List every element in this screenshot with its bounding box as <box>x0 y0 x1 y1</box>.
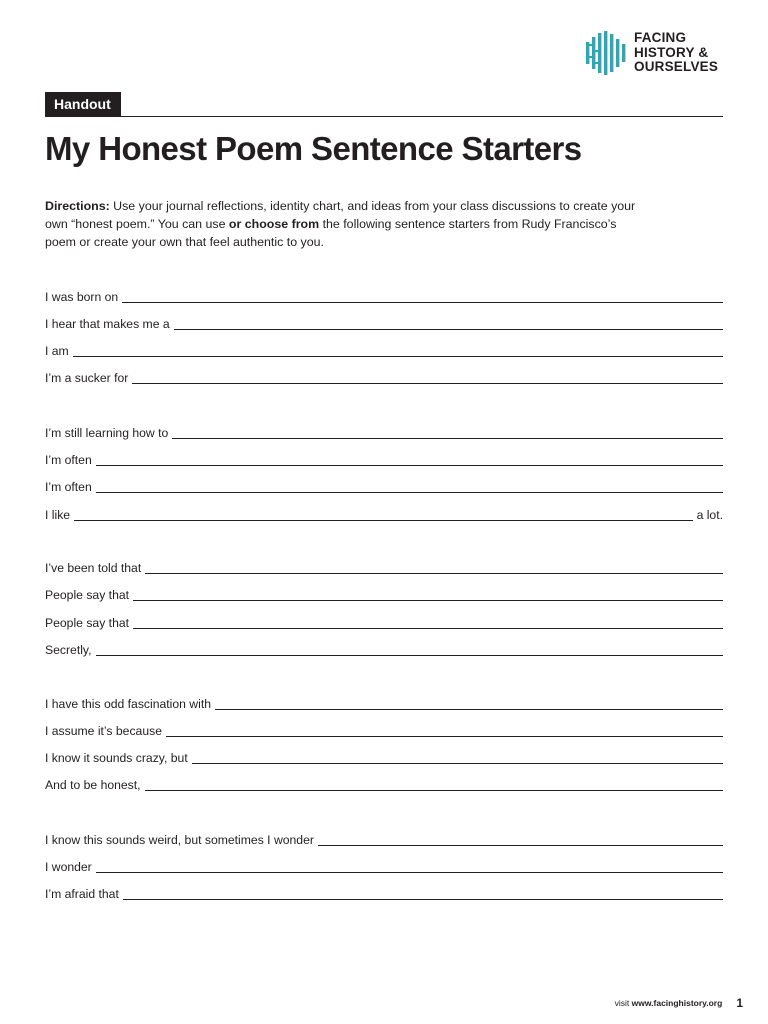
write-in-line[interactable] <box>123 899 723 900</box>
sentence-starter-row <box>45 859 723 875</box>
sentence-starter-row <box>45 723 723 739</box>
sentence-starter-row <box>45 370 723 386</box>
write-in-line[interactable] <box>166 736 723 737</box>
write-in-line[interactable] <box>132 383 723 384</box>
logo-mark-icon <box>584 30 628 76</box>
sentence-starter-row <box>45 832 723 848</box>
starter-label: Secretly, <box>45 643 92 657</box>
starter-label: People say that <box>45 616 130 630</box>
starter-label: I’m still learning how to <box>45 426 169 440</box>
write-in-line[interactable] <box>96 492 723 493</box>
sentence-starter-row <box>45 886 723 902</box>
directions-text: Use your journal reflections, identity chart, and ideas from your class discussions to create your own “honest poem.” You can use <box>45 199 636 231</box>
handout-badge: Handout <box>45 92 121 117</box>
sentence-starter-row <box>45 507 723 523</box>
starter-label: I’m often <box>45 453 92 467</box>
write-in-line[interactable] <box>215 709 723 710</box>
starter-label: I was born on <box>45 290 119 304</box>
starter-label: I hear that makes me a <box>45 317 170 331</box>
write-in-line[interactable] <box>73 356 723 357</box>
starter-label: I wonder <box>45 860 92 874</box>
starter-label: I’m afraid that <box>45 887 119 901</box>
write-in-line[interactable] <box>74 520 693 521</box>
sentence-starter-row <box>45 479 723 495</box>
directions-text-end: the following sentence starters from Rudy Francisco’s poem or create your own that feel authentic to you. <box>45 217 617 249</box>
page-footer <box>615 996 743 1010</box>
starter-label: I’m often <box>45 480 92 494</box>
starter-label: I assume it’s because <box>45 724 162 738</box>
logo-line: OURSELVES <box>634 59 719 75</box>
sentence-starter-row <box>45 343 723 359</box>
directions-paragraph <box>45 197 645 251</box>
page-title: My Honest Poem Sentence Starters <box>45 130 582 167</box>
directions-emphasis: or choose from <box>228 217 320 231</box>
write-in-line[interactable] <box>122 302 723 303</box>
write-in-line[interactable] <box>133 628 723 629</box>
sentence-starter-row <box>45 615 723 631</box>
header-divider <box>121 116 723 117</box>
sentence-starter-row <box>45 587 723 603</box>
sentence-starter-row <box>45 316 723 332</box>
footer-visit: visit <box>614 998 632 1008</box>
write-in-line[interactable] <box>192 763 723 764</box>
starter-label: I know this sounds weird, but sometimes I wonder <box>45 833 314 847</box>
write-in-line[interactable] <box>145 790 723 791</box>
write-in-line[interactable] <box>96 465 723 466</box>
write-in-line[interactable] <box>172 438 723 439</box>
write-in-line[interactable] <box>133 600 723 601</box>
sentence-starter-row <box>45 452 723 468</box>
starter-label: I know it sounds crazy, but <box>45 751 188 765</box>
sentence-starter-row <box>45 750 723 766</box>
footer-url-link[interactable]: www.facinghistory.org <box>631 998 723 1008</box>
logo-line: HISTORY & <box>634 44 709 60</box>
starter-label: I’ve been told that <box>45 561 142 575</box>
page-number: 1 <box>736 996 743 1010</box>
starter-label: I like <box>45 508 71 522</box>
starter-label: I am <box>45 344 69 358</box>
sentence-starter-row <box>45 289 723 305</box>
write-in-line[interactable] <box>96 872 723 873</box>
write-in-line[interactable] <box>318 845 723 846</box>
starter-suffix: a lot. <box>696 508 723 522</box>
sentence-starter-row <box>45 425 723 441</box>
starter-label: I’m a sucker for <box>45 371 129 385</box>
directions-label: Directions: <box>45 199 110 213</box>
starter-label: People say that <box>45 588 130 602</box>
write-in-line[interactable] <box>174 329 723 330</box>
starter-label: I have this odd fascination with <box>45 697 211 711</box>
sentence-starter-row <box>45 777 723 793</box>
sentence-starter-row <box>45 696 723 712</box>
sentence-starter-row <box>45 560 723 576</box>
write-in-line[interactable] <box>96 655 723 656</box>
starter-label: And to be honest, <box>45 778 141 792</box>
write-in-line[interactable] <box>145 573 723 574</box>
sentence-starter-row <box>45 642 723 658</box>
logo-line: FACING <box>634 30 687 45</box>
logo-wordmark <box>634 31 729 75</box>
facing-history-logo <box>584 30 729 78</box>
